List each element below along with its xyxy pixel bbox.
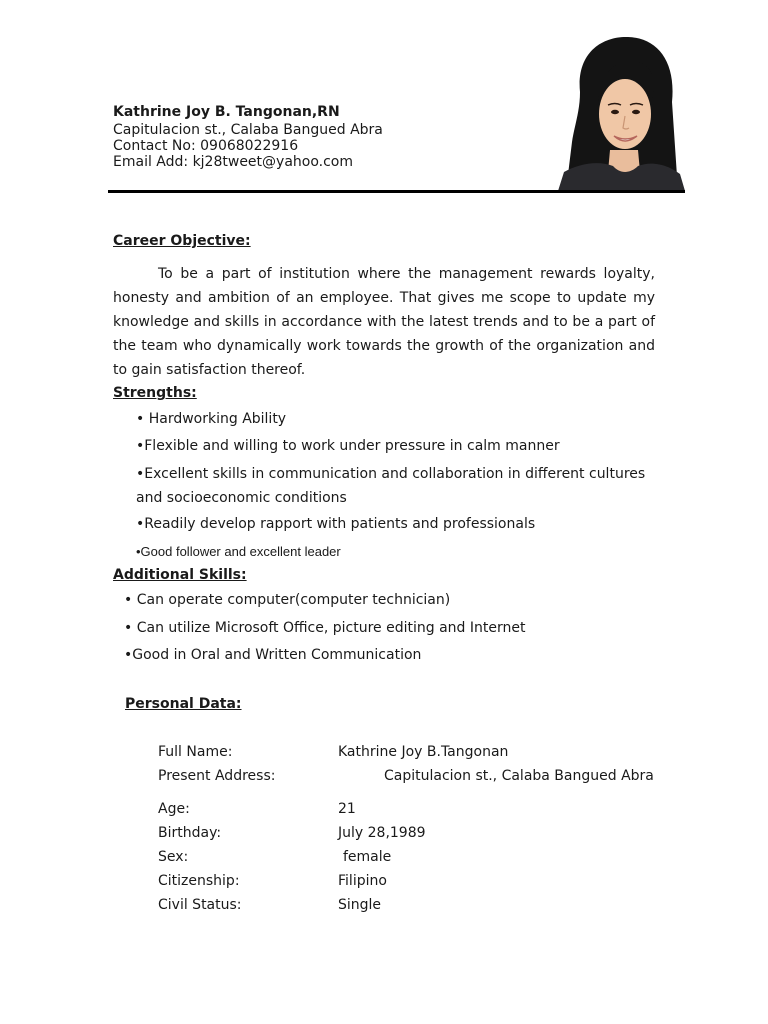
- present-address-label: Present Address:: [158, 768, 276, 784]
- header-email: Email Add: kj28tweet@yahoo.com: [113, 154, 354, 170]
- birthday-value: July 28,1989: [338, 825, 426, 841]
- career-objective-text: [113, 262, 655, 382]
- skill-item: • Can operate computer(computer technician): [124, 592, 451, 608]
- strength-item: •Readily develop rapport with patients and professionals: [136, 516, 536, 532]
- strength-item: •Good follower and excellent leader: [136, 544, 341, 559]
- strength-item: •Flexible and willing to work under pressure in calm manner: [136, 438, 560, 454]
- strength-item: • Hardworking Ability: [136, 411, 287, 427]
- full-name-value: Kathrine Joy B.Tangonan: [338, 744, 509, 760]
- additional-skills-heading: Additional Skills:: [113, 567, 247, 583]
- strengths-heading: Strengths:: [113, 385, 197, 401]
- header-divider: [108, 190, 685, 193]
- personal-data-heading: Personal Data:: [125, 696, 242, 712]
- profile-photo: [558, 32, 685, 191]
- header-address: Capitulacion st., Calaba Bangued Abra: [113, 122, 383, 138]
- age-value: 21: [338, 801, 356, 817]
- strength-item: •Excellent skills in communication and collaboration in different cultures: [136, 466, 646, 482]
- present-address-value: Capitulacion st., Calaba Bangued Abra: [384, 768, 654, 784]
- skill-item: •Good in Oral and Written Communication: [124, 647, 422, 663]
- career-objective-paragraph: To be a part of institution where the management rewards loyalty, honesty and ambition of an employee. That gives me scope to update my knowledge and skills in accordance with the latest trends and to be a part of the team who dynamically work towards the growth of the organization and to gain satisfaction thereof.: [113, 266, 655, 378]
- applicant-name: Kathrine Joy B. Tangonan,RN: [113, 104, 340, 120]
- skill-item: • Can utilize Microsoft Office, picture editing and Internet: [124, 620, 526, 636]
- career-objective-heading: Career Objective:: [113, 233, 251, 249]
- age-label: Age:: [158, 801, 190, 817]
- strength-item-continuation: and socioeconomic conditions: [136, 490, 347, 506]
- sex-label: Sex:: [158, 849, 189, 865]
- portrait-illustration: [558, 32, 685, 191]
- civil-status-value: Single: [338, 897, 382, 913]
- civil-status-label: Civil Status:: [158, 897, 242, 913]
- citizenship-value: Filipino: [338, 873, 387, 889]
- header-contact: Contact No: 09068022916: [113, 138, 299, 154]
- sex-value: female: [343, 849, 392, 865]
- full-name-label: Full Name:: [158, 744, 233, 760]
- citizenship-label: Citizenship:: [158, 873, 240, 889]
- birthday-label: Birthday:: [158, 825, 222, 841]
